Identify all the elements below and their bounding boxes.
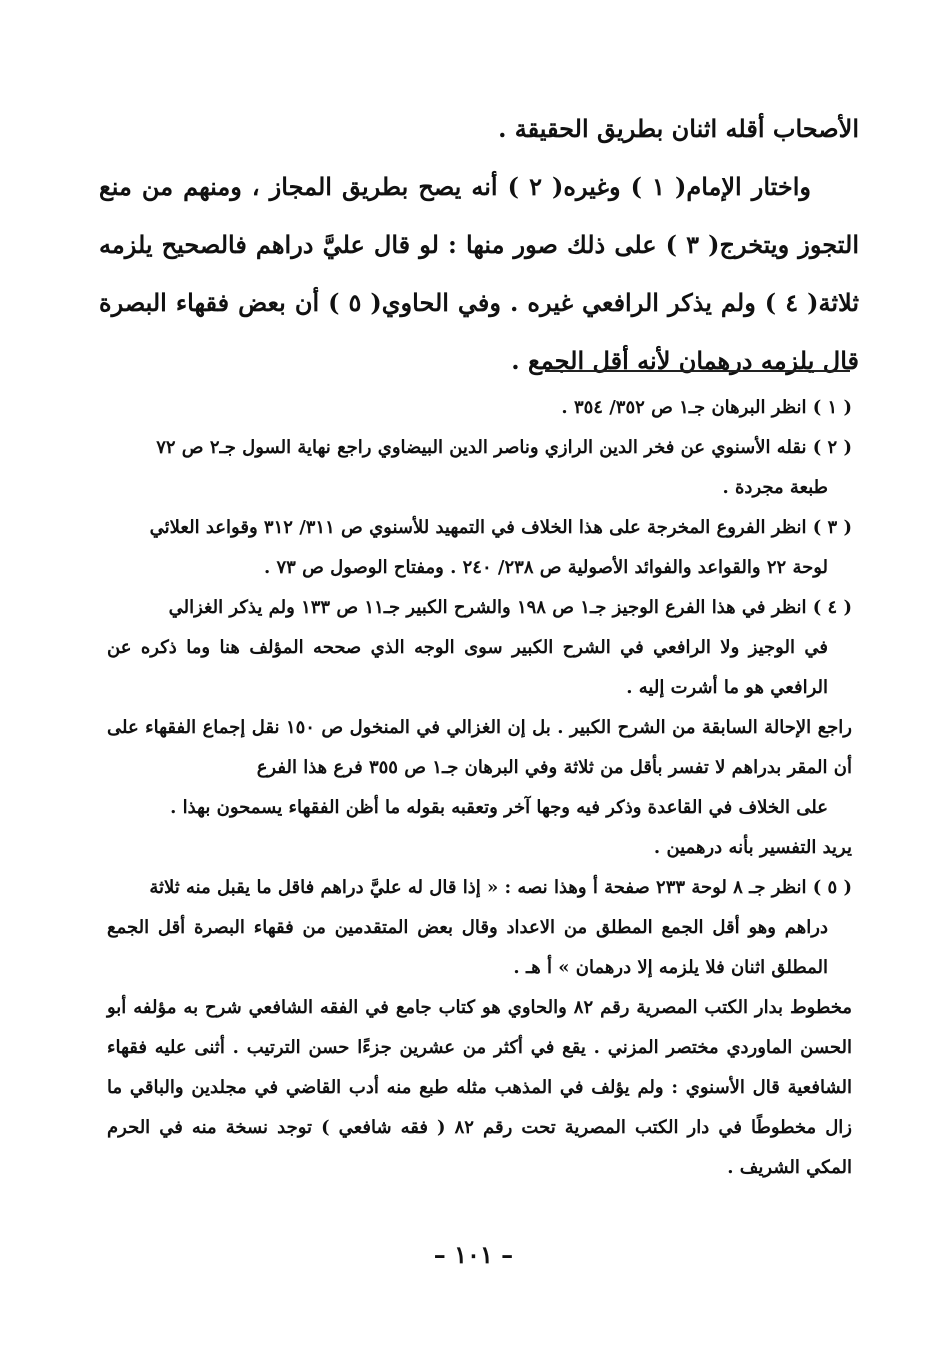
- footnote-3-continuation: لوحة ٢٢ والقواعد والفوائد الأصولية ص ٢٣٨/ ٢٤٠ . ومفتاح الوصول ص ٧٣ .: [263, 557, 828, 578]
- main-line-1: الأصحاب أقله اثنان بطريق الحقيقة .: [498, 114, 859, 143]
- footnote-5-continuation: دراهم وهو أقل الجمع المطلق من الاعداد وقال بعض المتقدمين من فقهاء البصرة أقل الجمع المطلق اثنان فلا يلزمه إلا درهمان » أ هـ .: [107, 917, 828, 978]
- footnote-2: ( ٢ ) نقله الأسنوي عن فخر الدين الرازي وناصر الدين البيضاوي راجع نهاية السول جـ٢ ص ٧٢: [156, 437, 852, 458]
- footnotes-section: [107, 388, 852, 1188]
- main-paragraph-2: واختار الإمام( ١ ) وغيره( ٢ ) أنه يصح بطريق المجاز ، ومنهم من منع التجوز ويتخرج( ٣ ) على ذلك صور منها : لو قال عليَّ دراهم فالصحيح يلزمه ثلاثة( ٤ ) ولم يذكر الرافعي غيره . وفي الحاوي( ٥ ) أن بعض فقهاء البصرة قال يلزمه درهمان لأنه أقل الجمع .: [99, 172, 859, 375]
- footnote-3: ( ٣ ) انظر الفروع المخرجة على هذا الخلاف في التمهيد للأسنوي ص ٣١١/ ٣١٢ وقواعد العلائي: [149, 517, 852, 538]
- page-number: – ١٠١ –: [433, 1240, 514, 1269]
- footnote-1: ( ١ ) انظر البرهان جـ١ ص ٣٥٢/ ٣٥٤ .: [561, 397, 852, 418]
- footnote-4-extra-3: يريد التفسير بأنه درهمين .: [653, 837, 852, 858]
- footnote-separator: [545, 370, 850, 372]
- footnote-4-extra-2: على الخلاف في القاعدة وذكر فيه وجها آخر وتعقبه بقوله ما أظن الفقهاء يسمحون بهذا .: [170, 797, 828, 818]
- footnote-2-continuation: طبعة مجردة .: [722, 477, 828, 498]
- footnote-4-continuation: في الوجيز ولا الرافعي في الشرح الكبير سوى الوجه الذي صححه المؤلف هنا وما ذكره عن الرافعي هو ما أشرت إليه .: [107, 637, 828, 698]
- footnote-4-extra-1: راجع الإحالة السابقة من الشرح الكبير . بل إن الغزالي في المنخول ص ١٥٠ نقل إجماع الفقهاء على أن المقر بدراهم لا تفسر بأقل من ثلاثة وفي البرهان جـ١ ص ٣٥٥ فرع هذا الفرع: [107, 717, 852, 778]
- footnote-5-extra: مخطوط بدار الكتب المصرية رقم ٨٢ والحاوي هو كتاب جامع في الفقه الشافعي شرح به مؤلفه أبو الحسن الماوردي مختصر المزني . يقع في أكثر من عشرين جزءًا حسن الترتيب . أثنى عليه فقهاء الشافعية قال الأسنوي : ولم يؤلف في المذهب مثله طبع منه أدب القاضي في مجلدين والباقي ما زال مخطوطًا في دار الكتب المصرية تحت رقم ٨٢ ( فقه شافعي ) توجد نسخة منه في الحرم المكي الشريف .: [107, 997, 852, 1178]
- main-body-text: [99, 100, 859, 390]
- footnote-4: ( ٤ ) انظر في هذا الفرع الوجيز جـ١ ص ١٩٨ والشرح الكبير جـ١١ ص ١٣٣ ولم يذكر الغزالي: [168, 597, 852, 618]
- footnote-5: ( ٥ ) انظر جـ ٨ لوحة ٢٣٣ صفحة أ وهذا نصه : « إذا قال له عليَّ دراهم فاقل ما يقبل منه ثلاثة: [149, 877, 852, 898]
